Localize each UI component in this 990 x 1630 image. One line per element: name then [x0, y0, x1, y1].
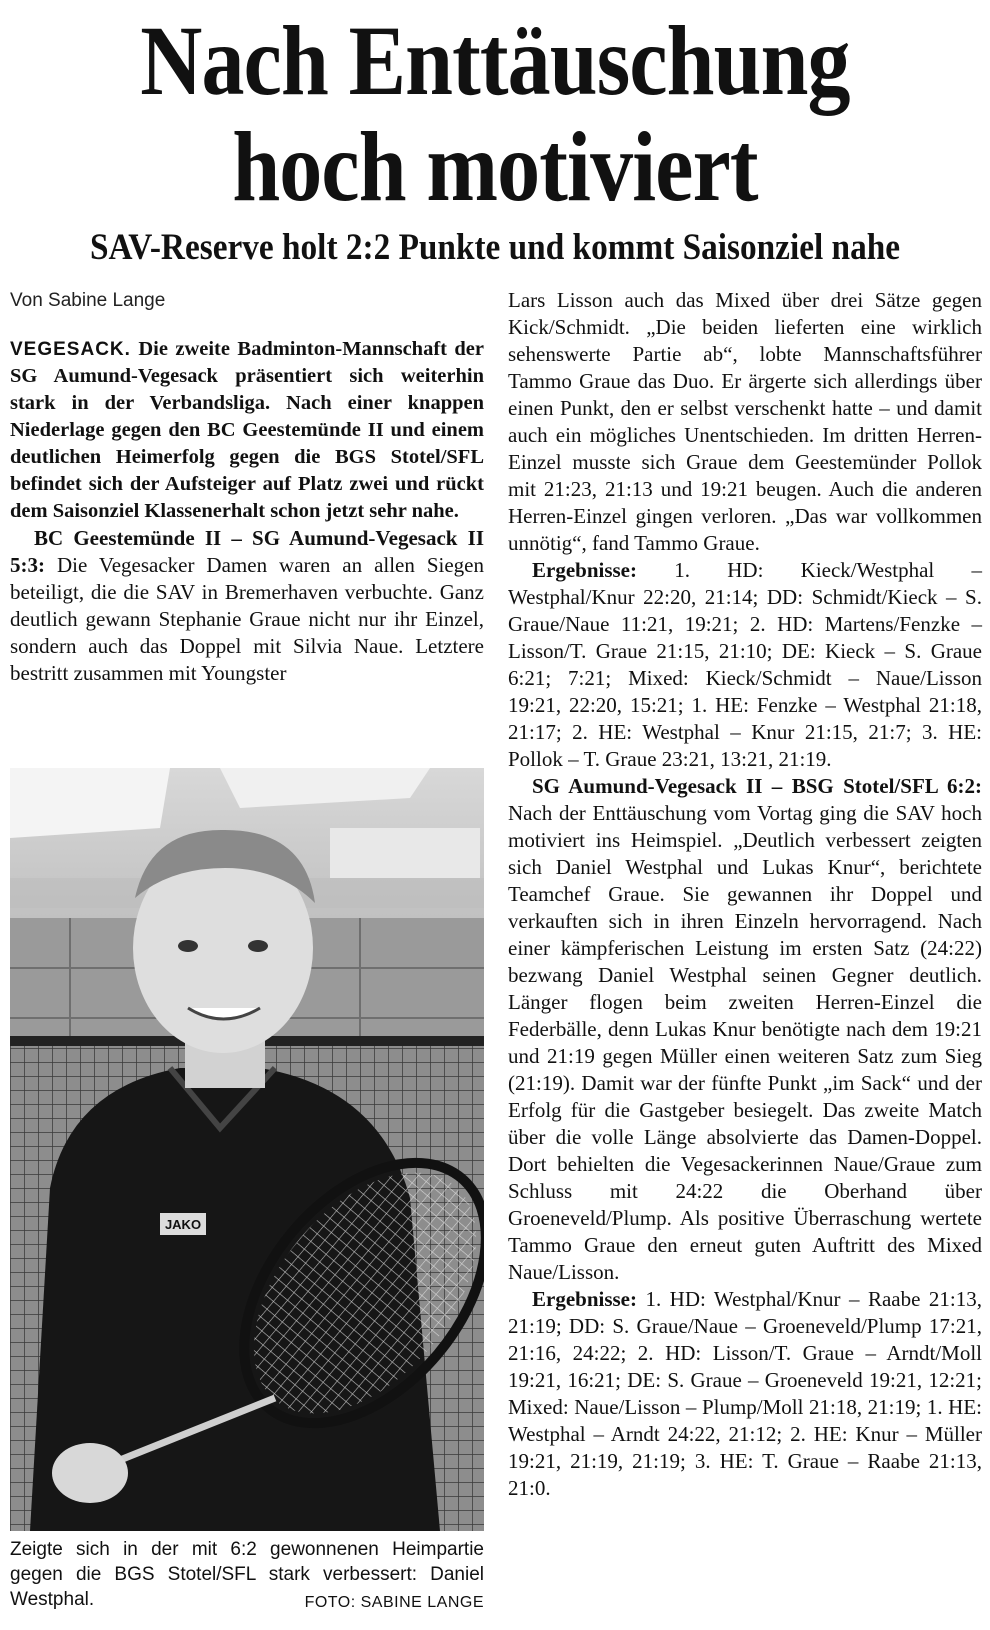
match2-paragraph [508, 773, 982, 1286]
player-photo [10, 768, 484, 1531]
article-column-left [10, 336, 484, 687]
results1-label: Ergebnisse: [532, 558, 637, 582]
photo-caption [10, 1537, 484, 1615]
lead-paragraph [10, 336, 484, 525]
photo-credit: FOTO: SABINE LANGE [304, 1594, 484, 1611]
match1-continued: Lars Lisson auch das Mixed über drei Sätze gegen Kick/Schmidt. „Die beiden lieferten eine wirklich sehenswerte Partie ab“, lobte Mannschaftsführer Tammo Graue das Duo. Er ärgerte sich allerdings über einen Punkt, den er selbst verschenkt hatte – und damit auch ein mögliches Unentschieden. Im dritten Herren-Einzel musste sich Graue dem Geestemünder Pollok mit 21:23, 21:13 und 19:21 beugen. Auch die anderen Herren-Einzel gingen verloren. „Das war vollkommen unnötig“, fand Tammo Graue. [508, 288, 982, 555]
match1-paragraph [10, 525, 484, 687]
match1-heading: BC Geestemünde II – SG Aumund-Vegesack II 5:3: [10, 526, 484, 577]
match1-text-left: Die Vegesacker Damen waren an allen Siegen beteiligt, die die SAV in Bremerhaven verbuchte. Ganz deutlich gewann Stephanie Graue nicht nur ihr Einzel, sondern auch das Doppel mit Silvia Naue. Letztere bestritt zusammen mit Youngster [10, 553, 484, 685]
byline: Von Sabine Lange [10, 290, 166, 311]
results1-text: 1. HD: Kieck/Westphal – Westphal/Knur 22:20, 21:14; DD: Schmidt/Kieck – S. Graue/Naue 11:21, 19:21; 2. HD: Martens/Fenzke – Lisson/T. Graue 21:15, 21:10; DE: Kieck – S. Graue 6:21; 7:21; Mixed: Kieck/Schmidt – Naue/Lisson 19:21, 22:20, 15:21; 1. HE: Fenzke – Westphal 21:18, 21:17; 2. HE: Westphal – Knur 21:15, 21:7; 3. HE: Pollok – T. Graue 23:21, 13:21, 21:19. [508, 558, 982, 771]
player-photo-illustration [10, 768, 484, 1531]
subheadline: SAV-Reserve holt 2:2 Punkte und kommt Saisonziel nahe [89, 227, 901, 268]
shirt-logo: JAKO [164, 1217, 202, 1232]
headline-line-2: hoch motiviert [232, 111, 758, 222]
results2-text: 1. HD: Westphal/Knur – Raabe 21:13, 21:19; DD: S. Graue/Naue – Groeneveld/Plump 17:21, 21:16, 24:22; 2. HD: Lisson/T. Graue – Arndt/Moll 19:21, 16:21; DE: S. Graue – Groeneveld 19:21, 12:21; Mixed: Naue/Lisson – Plump/Moll 21:18, 21:19; 1. HE: Westphal – Arndt 24:22, 21:12; 2. HE: Knur – Müller 19:21, 21:19, 21:19; 3. HE: T. Graue – Raabe 21:13, 21:0. [508, 1287, 982, 1500]
headline-line-1: Nach Enttäuschung [140, 5, 850, 116]
caption-text: Zeigte sich in der mit 6:2 gewonnenen Heimpartie gegen die BGS Stotel/SFL stark verbessert: Daniel Westphal. [10, 1539, 484, 1610]
article-column-right [508, 287, 982, 1502]
dateline: VEGESACK. [10, 339, 131, 360]
results1-paragraph [508, 557, 982, 773]
headline [69, 5, 920, 222]
results2-paragraph [508, 1286, 982, 1502]
match2-text: Nach der Enttäuschung vom Vortag ging die SAV hoch motiviert ins Heimspiel. „Deutlich verbessert zeigten sich Daniel Westphal und Lukas Knur“, berichtete Teamchef Graue. Sie gewannen ihr Doppel und verkauften sich in ihren Einzeln hervorragend. Nach einer kämpferischen Leistung im ersten Satz (24:22) bezwang Daniel Westphal seinen Gegner deutlich. Länger flogen beim zweiten Herren-Einzel die Federbälle, denn Lukas Knur benötigte nach dem 19:21 und 21:19 gegen Müller einen weiteren Satz zum Sieg (21:19). Damit war der fünfte Punkt „im Sack“ und der Erfolg für die Gastgeber besiegelt. Das zweite Match über die volle Länge absolvierte das Damen-Doppel. Dort behielten die Vegesackerinnen Naue/Graue zum Schluss mit 24:22 die Oberhand über Groeneveld/Plump. Als positive Überraschung wertete Tammo Graue den erneut guten Auftritt des Mixed Naue/Lisson. [508, 801, 982, 1284]
match2-heading: SG Aumund-Vegesack II – BSG Stotel/SFL 6:2: [532, 774, 982, 798]
lead-text: Die zweite Badminton-Mannschaft der SG Aumund-Vegesack präsentiert sich weiterhin stark in der Verbandsliga. Nach einer knappen Niederlage gegen den BC Geestemünde II und einem deutlichen Heimerfolg gegen die BGS Stotel/SFL befindet sich der Aufsteiger auf Platz zwei und rückt dem Saisonziel Klassenerhalt schon jetzt sehr nahe. [10, 338, 484, 522]
results2-label: Ergebnisse: [532, 1287, 637, 1311]
